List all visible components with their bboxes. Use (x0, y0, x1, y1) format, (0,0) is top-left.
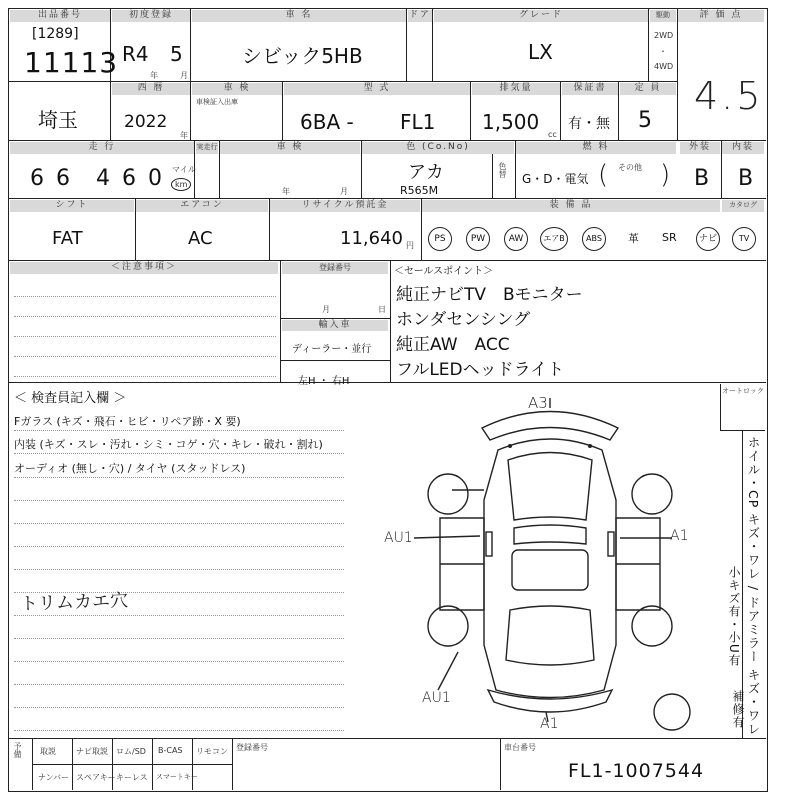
side-note-1: ホイル・CP キズ・ワレ / ドアミラー キズ・ワレ (746, 436, 761, 736)
hdr-year-type: 西 暦 (112, 83, 190, 95)
hdr-import: 輸入車 (282, 320, 388, 331)
equip-aw: AW (504, 226, 528, 251)
recycle-yen: 円 (406, 241, 414, 250)
aircon-value: AC (188, 228, 213, 249)
car-name: シビック5HB (242, 44, 363, 68)
hdr-aircon: エアコン (136, 200, 268, 212)
fuel-options: G・D・電気 (522, 172, 589, 186)
auto-lock-label: オートロック (722, 387, 764, 395)
inspection-line-3: オーディオ (無し・穴) / タイヤ (スタッドレス) (14, 462, 246, 475)
hdr-model: 型 式 (284, 83, 470, 95)
lot-sub-number: [1289] (32, 26, 79, 42)
drive-4wd: 4WD (654, 62, 674, 71)
hdr-displacement: 排気量 (472, 83, 560, 95)
displacement-unit: cc (548, 130, 557, 139)
warranty-value: 有・無 (568, 116, 610, 132)
label-smart: スマートキー (156, 773, 198, 781)
region: 埼玉 (38, 108, 78, 132)
model-code: 6BA - (300, 110, 354, 134)
drive-2wd: 2WD (654, 31, 674, 40)
hdr-shift: シフト (10, 200, 134, 212)
mark-rear: A1 (540, 716, 559, 732)
hdr-reg-no: 登録番号 (282, 262, 388, 274)
color-code: R565M (400, 184, 439, 197)
equip-pw: PW (466, 226, 490, 251)
equip-airbag: エアB (540, 226, 568, 251)
hdr-fuel: 燃 料 (516, 142, 676, 154)
mile-unit: マイル (172, 165, 196, 174)
hdr-score: 評 価 点 (678, 10, 764, 22)
label-keyless: キーレス (116, 773, 148, 782)
hdr-catalog: カタログ (722, 200, 764, 212)
hdr-notes: ＜注意事項＞ (10, 262, 278, 274)
label-rom: ロム/SD (116, 747, 146, 756)
hdr-nenshiki: 車 検 (220, 142, 360, 154)
side-note-2: 小キズ有・小U有 (727, 566, 741, 667)
color-change-label: 色替 (498, 162, 507, 178)
sales-point-1: 純正ナビTV Bモニター (396, 285, 583, 305)
insp-year-unit: 年 (282, 187, 290, 196)
hdr-lot-no: 出品番号 (10, 10, 110, 22)
reg-day-unit: 日 (378, 305, 386, 314)
mileage-digit-2: 6 (56, 166, 70, 191)
fuel-other: その他 (618, 163, 642, 172)
shift-value: FAT (52, 228, 83, 249)
hdr-sales-point: ＜セールスポイント＞ (394, 266, 494, 277)
reg-month-unit: 月 (322, 305, 330, 314)
equip-leather: 革 (628, 232, 639, 245)
color-name: アカ (408, 162, 444, 183)
mark-right: A1 (670, 528, 689, 544)
mileage-digit-4: 6 (122, 166, 136, 191)
hdr-door: ドア (409, 10, 431, 20)
mark-left: AU1 (384, 530, 413, 546)
label-chassis: 車台番号 (504, 743, 536, 752)
score-value: 4.5 (694, 74, 764, 118)
capacity-value: 5 (638, 108, 652, 133)
model-code2: FL1 (400, 110, 436, 134)
model-year-unit: 年 (180, 131, 188, 140)
first-reg-year-unit: 年 (150, 71, 158, 80)
first-reg-era: R4 (122, 42, 149, 66)
pending-label: 予備 (13, 742, 22, 758)
handwritten-note: トリムカエ穴 (19, 590, 129, 615)
label-spare: スペアキー (76, 773, 116, 782)
label-remote: リモコン (196, 747, 228, 756)
recycle-fee: 11,640 (340, 228, 403, 249)
equip-abs: ABS (582, 226, 606, 251)
equip-tv: TV (732, 226, 756, 251)
hdr-inspection: ＜ 検査員記入欄 ＞ (14, 391, 127, 406)
inspection-line-1: Fガラス (キズ・飛石・ヒビ・リペア跡・X 要) (14, 415, 241, 428)
sales-point-3: 純正AW ACC (396, 335, 510, 355)
insp-month-unit: 月 (340, 187, 348, 196)
reiwa-note: 車検証入出庫 (196, 98, 238, 106)
model-year: 2022 (124, 112, 168, 132)
hdr-color: 色 (Co.No) (362, 142, 514, 154)
hdr-mileage: 走 行 (10, 142, 194, 154)
mileage-digit-1: 6 (30, 166, 44, 191)
hdr-drive: 駆動 (650, 10, 676, 22)
label-bcas: B-CAS (158, 746, 183, 755)
mark-left-rear: AU1 (422, 690, 451, 706)
fuel-paren-close: ) (660, 160, 671, 190)
equip-ps: PS (428, 226, 452, 251)
equip-sr: SR (662, 231, 677, 244)
hdr-jisseki: 実走行 (196, 142, 218, 154)
hdr-interior: 内装 (722, 142, 764, 154)
first-reg-month-unit: 月 (180, 71, 188, 80)
hdr-recycle: リサイクル預託金 (270, 200, 420, 212)
inspection-line-2: 内装 (キズ・スレ・汚れ・シミ・コゲ・穴・キレ・破れ・割れ) (14, 438, 323, 451)
mark-front: A3 (528, 394, 548, 412)
equip-navi: ナビ (696, 226, 720, 251)
label-manual: 取説 (40, 747, 56, 756)
label-reg-no: 登録番号 (236, 743, 268, 752)
first-reg-month: 5 (170, 42, 183, 66)
chassis-number: FL1-1007544 (568, 760, 705, 782)
sales-point-2: ホンダセンシング (396, 310, 531, 330)
hdr-exterior: 外装 (680, 142, 720, 154)
mileage-digit-3: 4 (96, 166, 110, 191)
hdr-inspection-date: 車 検 (192, 83, 282, 95)
hdr-first-reg: 初度登録 (112, 10, 190, 22)
hdr-equipment: 装 備 品 (422, 200, 720, 212)
sales-point-4: フルLEDヘッドライト (396, 360, 565, 380)
drive-dot: ・ (659, 47, 667, 56)
side-note-3: 補修有 (731, 690, 745, 729)
label-number: ナンバー (38, 773, 70, 782)
dealer-label: ディーラー・並行 (292, 344, 372, 355)
km-unit: km (171, 178, 191, 191)
label-navi: ナビ取説 (76, 747, 108, 756)
lot-number: 11113 (24, 46, 119, 79)
hdr-car-name: 車 名 (192, 10, 406, 22)
hdr-grade: グレード (434, 10, 648, 22)
mileage-digit-5: 0 (148, 166, 162, 191)
fuel-paren: ( (598, 160, 609, 190)
exterior-grade: B (694, 166, 710, 191)
car-diagram (380, 390, 720, 735)
handle-label: 左H ・ 右H (298, 376, 350, 387)
displacement: 1,500 (482, 110, 540, 134)
grade: LX (528, 40, 553, 64)
hdr-warranty: 保証書 (562, 83, 618, 95)
interior-grade: B (738, 166, 754, 191)
hdr-capacity: 定 員 (620, 83, 676, 95)
